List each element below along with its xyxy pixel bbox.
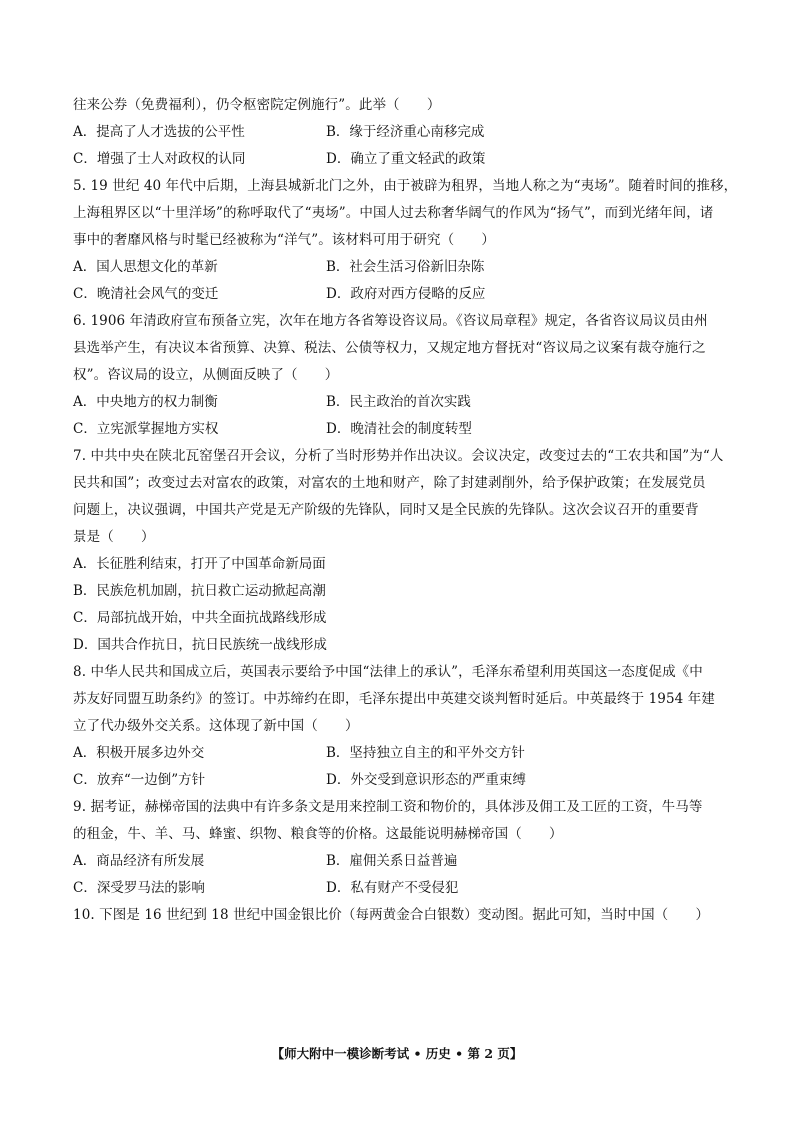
q4-option-a[interactable]: A．提高了人才选拔的公平性	[73, 124, 245, 140]
q8-option-b[interactable]: B．坚持独立自主的和平外交方针	[326, 745, 525, 761]
q6-option-b[interactable]: B．民主政治的首次实践	[326, 394, 471, 410]
q6-stem-line-2: 县选举产生，有决议本省预算、决算、税法、公债等权力，又规定地方督抚对“咨议局之议案有裁夺施行之	[73, 340, 706, 356]
q7-stem-line-1: 7. 中共中央在陕北瓦窑堡召开会议，分析了当时形势并作出决议。会议决定，改变过去的“工农共和国”为“人	[73, 448, 724, 464]
q5-stem-line-1: 5. 19 世纪 40 年代中后期，上海县城新北门之外，由于被辟为租界，当地人称之为“夷场”。随着时间的推移，	[73, 178, 738, 194]
q6-option-c[interactable]: C．立宪派掌握地方实权	[73, 421, 219, 437]
q5-option-d[interactable]: D．政府对西方侵略的反应	[326, 286, 486, 302]
q8-options-row-1	[73, 740, 723, 767]
q7-option-d[interactable]: D．国共合作抗日，抗日民族统一战线形成	[73, 637, 327, 653]
q7-option-a[interactable]: A．长征胜利结束，打开了中国革命新局面	[73, 556, 326, 572]
q6-options-row-1	[73, 389, 723, 416]
q5-options-row-1	[73, 254, 723, 281]
q9-option-c[interactable]: C．深受罗马法的影响	[73, 880, 205, 896]
q9-option-b[interactable]: B．雇佣关系日益普遍	[326, 853, 458, 869]
q4-option-d[interactable]: D．确立了重文轻武的政策	[326, 151, 486, 167]
q9-option-a[interactable]: A．商品经济有所发展	[73, 853, 205, 869]
exam-page	[73, 92, 738, 929]
q9-options-row-2	[73, 875, 723, 902]
q4-options-row-1	[73, 119, 723, 146]
q8-stem-line-1: 8. 中华人民共和国成立后，英国表示要给予中国“法律上的承认”，毛泽东希望利用英国这一态度促成《中	[73, 664, 703, 680]
q10-stem-line-1: 10. 下图是 16 世纪到 18 世纪中国金银比价（每两黄金合白银数）变动图。据此可知，当时中国（ ）	[73, 907, 710, 923]
q7-stem-line-2: 民共和国”；改变过去对富农的政策，对富农的土地和财产，除了封建剥削外，给予保护政策；在发展党员	[73, 475, 706, 491]
q5-option-c[interactable]: C．晚清社会风气的变迁	[73, 286, 219, 302]
q5-stem-line-2: 上海租界区以“十里洋场”的称呼取代了“夷场”。中国人过去称奢华阔气的作风为“扬气”，而到光绪年间，诸	[73, 205, 714, 221]
q5-stem-line-3: 事中的奢靡风格与时髦已经被称为“洋气”。该材料可用于研究（ ）	[73, 232, 496, 248]
page-footer: 【师大附中一模诊断考试 • 历史 • 第 2 页】	[271, 1046, 523, 1061]
q7-stem-line-4: 景是（ ）	[73, 529, 155, 545]
q8-stem-line-2: 苏友好同盟互助条约》的签订。中苏缔约在即，毛泽东提出中英建交谈判暂时延后。中英最终于 1954 年建	[73, 691, 715, 707]
q6-option-d[interactable]: D．晚清社会的制度转型	[326, 421, 472, 437]
q5-options-row-2	[73, 281, 723, 308]
q9-option-d[interactable]: D．私有财产不受侵犯	[326, 880, 459, 896]
q8-stem-line-3: 立了代办级外交关系。这体现了新中国（ ）	[73, 718, 359, 734]
q6-stem-line-1: 6. 1906 年清政府宣布预备立宪，次年在地方各省筹设咨议局。《咨议局章程》规定，各省咨议局议员由州	[73, 313, 708, 329]
q5-option-b[interactable]: B．社会生活习俗新旧杂陈	[326, 259, 485, 275]
q7-option-b[interactable]: B．民族危机加剧，抗日救亡运动掀起高潮	[73, 583, 326, 599]
q6-option-a[interactable]: A．中央地方的权力制衡	[73, 394, 218, 410]
q9-stem-line-1: 9. 据考证，赫梯帝国的法典中有许多条文是用来控制工资和物价的，具体涉及佣工及工匠的工资，牛马等	[73, 799, 703, 815]
q9-options-row-1	[73, 848, 723, 875]
q8-option-a[interactable]: A．积极开展多边外交	[73, 745, 205, 761]
q4-continuation: 往来公券（免费福利），仍令枢密院定例施行”。此举（ ）	[73, 97, 441, 113]
q6-stem-line-3: 权”。咨议局的设立，从侧面反映了（ ）	[73, 367, 339, 383]
q5-option-a[interactable]: A．国人思想文化的革新	[73, 259, 218, 275]
q8-option-d[interactable]: D．外交受到意识形态的严重束缚	[326, 772, 526, 788]
q4-options-row-2	[73, 146, 723, 173]
q6-options-row-2	[73, 416, 723, 443]
q8-options-row-2	[73, 767, 723, 794]
q7-option-c[interactable]: C．局部抗战开始，中共全面抗战路线形成	[73, 610, 327, 626]
q4-option-b[interactable]: B．缘于经济重心南移完成	[326, 124, 485, 140]
q9-stem-line-2: 的租金，牛、羊、马、蜂蜜、织物、粮食等的价格。这最能说明赫梯帝国（ ）	[73, 826, 563, 842]
q4-option-c[interactable]: C．增强了士人对政权的认同	[73, 151, 246, 167]
q7-stem-line-3: 问题上，决议强调，中国共产党是无产阶级的先锋队，同时又是全民族的先锋队。这次会议召开的重要背	[73, 502, 699, 518]
q8-option-c[interactable]: C．放弃“一边倒”方针	[73, 772, 206, 788]
